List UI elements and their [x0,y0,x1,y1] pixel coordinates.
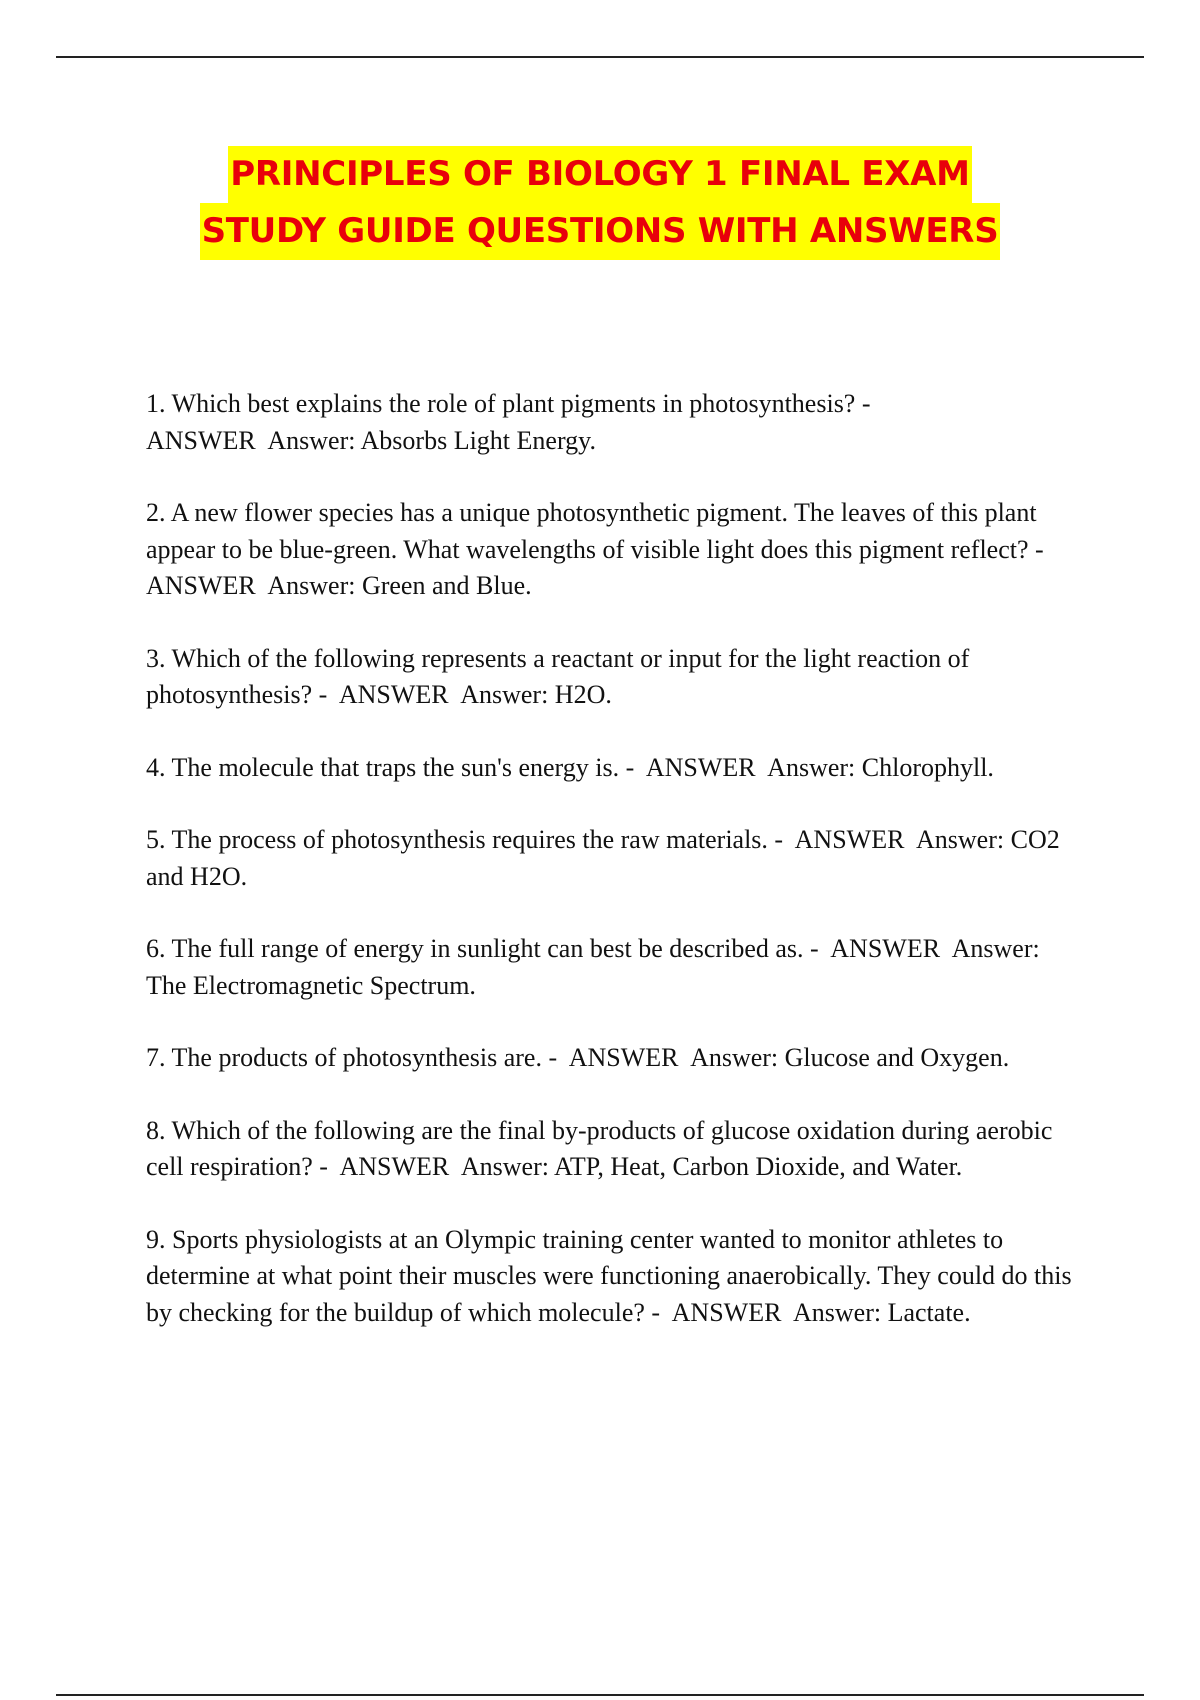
qa-answer-tag: ANSWER [338,680,449,709]
qa-answer: Answer: CO2 and H2O. [146,825,1067,891]
qa-question: The process of photosynthesis requires the raw materials. - [171,825,784,854]
qa-answer: Answer: H2O. [460,680,612,709]
qa-answer-tag: ANSWER [794,825,905,854]
qa-answer: Answer: Glucose and Oxygen. [690,1043,1010,1072]
qa-item-7 [146,1040,1076,1077]
qa-answer: Answer: The Electromagnetic Spectrum. [146,934,1046,1000]
qa-question: The products of photosynthesis are. - [171,1043,558,1072]
qa-answer: Answer: Absorbs Light Energy. [267,425,596,455]
qa-item-8 [146,1113,1076,1186]
qa-answer-tag: ANSWER [830,934,941,963]
qa-answer: Answer: ATP, Heat, Carbon Dioxide, and Water. [460,1152,963,1181]
qa-number: 7. [146,1043,166,1072]
qa-number: 1. [146,389,166,418]
qa-question: The molecule that traps the sun's energy is. - [171,752,635,782]
qa-question: Which of the following represents a reactant or input for the light reaction of photosynthesis? - [146,643,976,709]
qa-item-6 [146,931,1076,1004]
qa-answer: Answer: Chlorophyll. [767,752,994,782]
document-title [0,146,1200,260]
qa-answer: Answer: Green and Blue. [267,571,532,600]
qa-question: Which best explains the role of plant pigments in photosynthesis? - [171,389,871,418]
qa-item-4 [146,750,1076,787]
qa-number: 8. [146,1115,166,1145]
qa-item-2 [146,495,1076,605]
title-line-1: PRINCIPLES OF BIOLOGY 1 FINAL EXAM [228,146,971,203]
qa-answer: Answer: Lactate. [793,1297,971,1327]
qa-number: 9. [146,1224,166,1254]
qa-question: The full range of energy in sunlight can best be described as. - [171,934,819,963]
title-line-2: STUDY GUIDE QUESTIONS WITH ANSWERS [200,203,1001,260]
qa-answer-tag: ANSWER [671,1297,782,1327]
qa-question: Which of the following are the final by-products of glucose oxidation during aerobic cell respiration? - [146,1115,1059,1181]
qa-item-5 [146,822,1076,895]
qa-number: 2. [146,498,166,527]
qa-number: 5. [146,825,166,854]
qa-number: 4. [146,752,166,782]
qa-answer-tag: ANSWER [146,571,256,600]
qa-answer-tag: ANSWER [146,425,256,455]
bottom-rule [56,1694,1144,1696]
qa-question: A new flower species has a unique photosynthetic pigment. The leaves of this plant appear to be blue-green. What wavelengths of visible light does this pigment reflect? - [146,498,1044,564]
qa-answer-tag: ANSWER [339,1152,450,1181]
qa-answer-tag: ANSWER [645,752,756,782]
top-rule [56,56,1144,58]
qa-item-1 [146,386,1076,459]
qa-question: Sports physiologists at an Olympic training center wanted to monitor athletes to determine at what point their muscles were functioning anaerobically. They could do this by checking for the buildup of which molecule? - [146,1224,1079,1327]
qa-answer-tag: ANSWER [568,1043,679,1072]
question-answer-list [146,386,1079,1367]
qa-number: 6. [146,934,166,963]
qa-item-9 [146,1222,1079,1332]
qa-item-3 [146,641,1076,714]
qa-number: 3. [146,643,166,673]
